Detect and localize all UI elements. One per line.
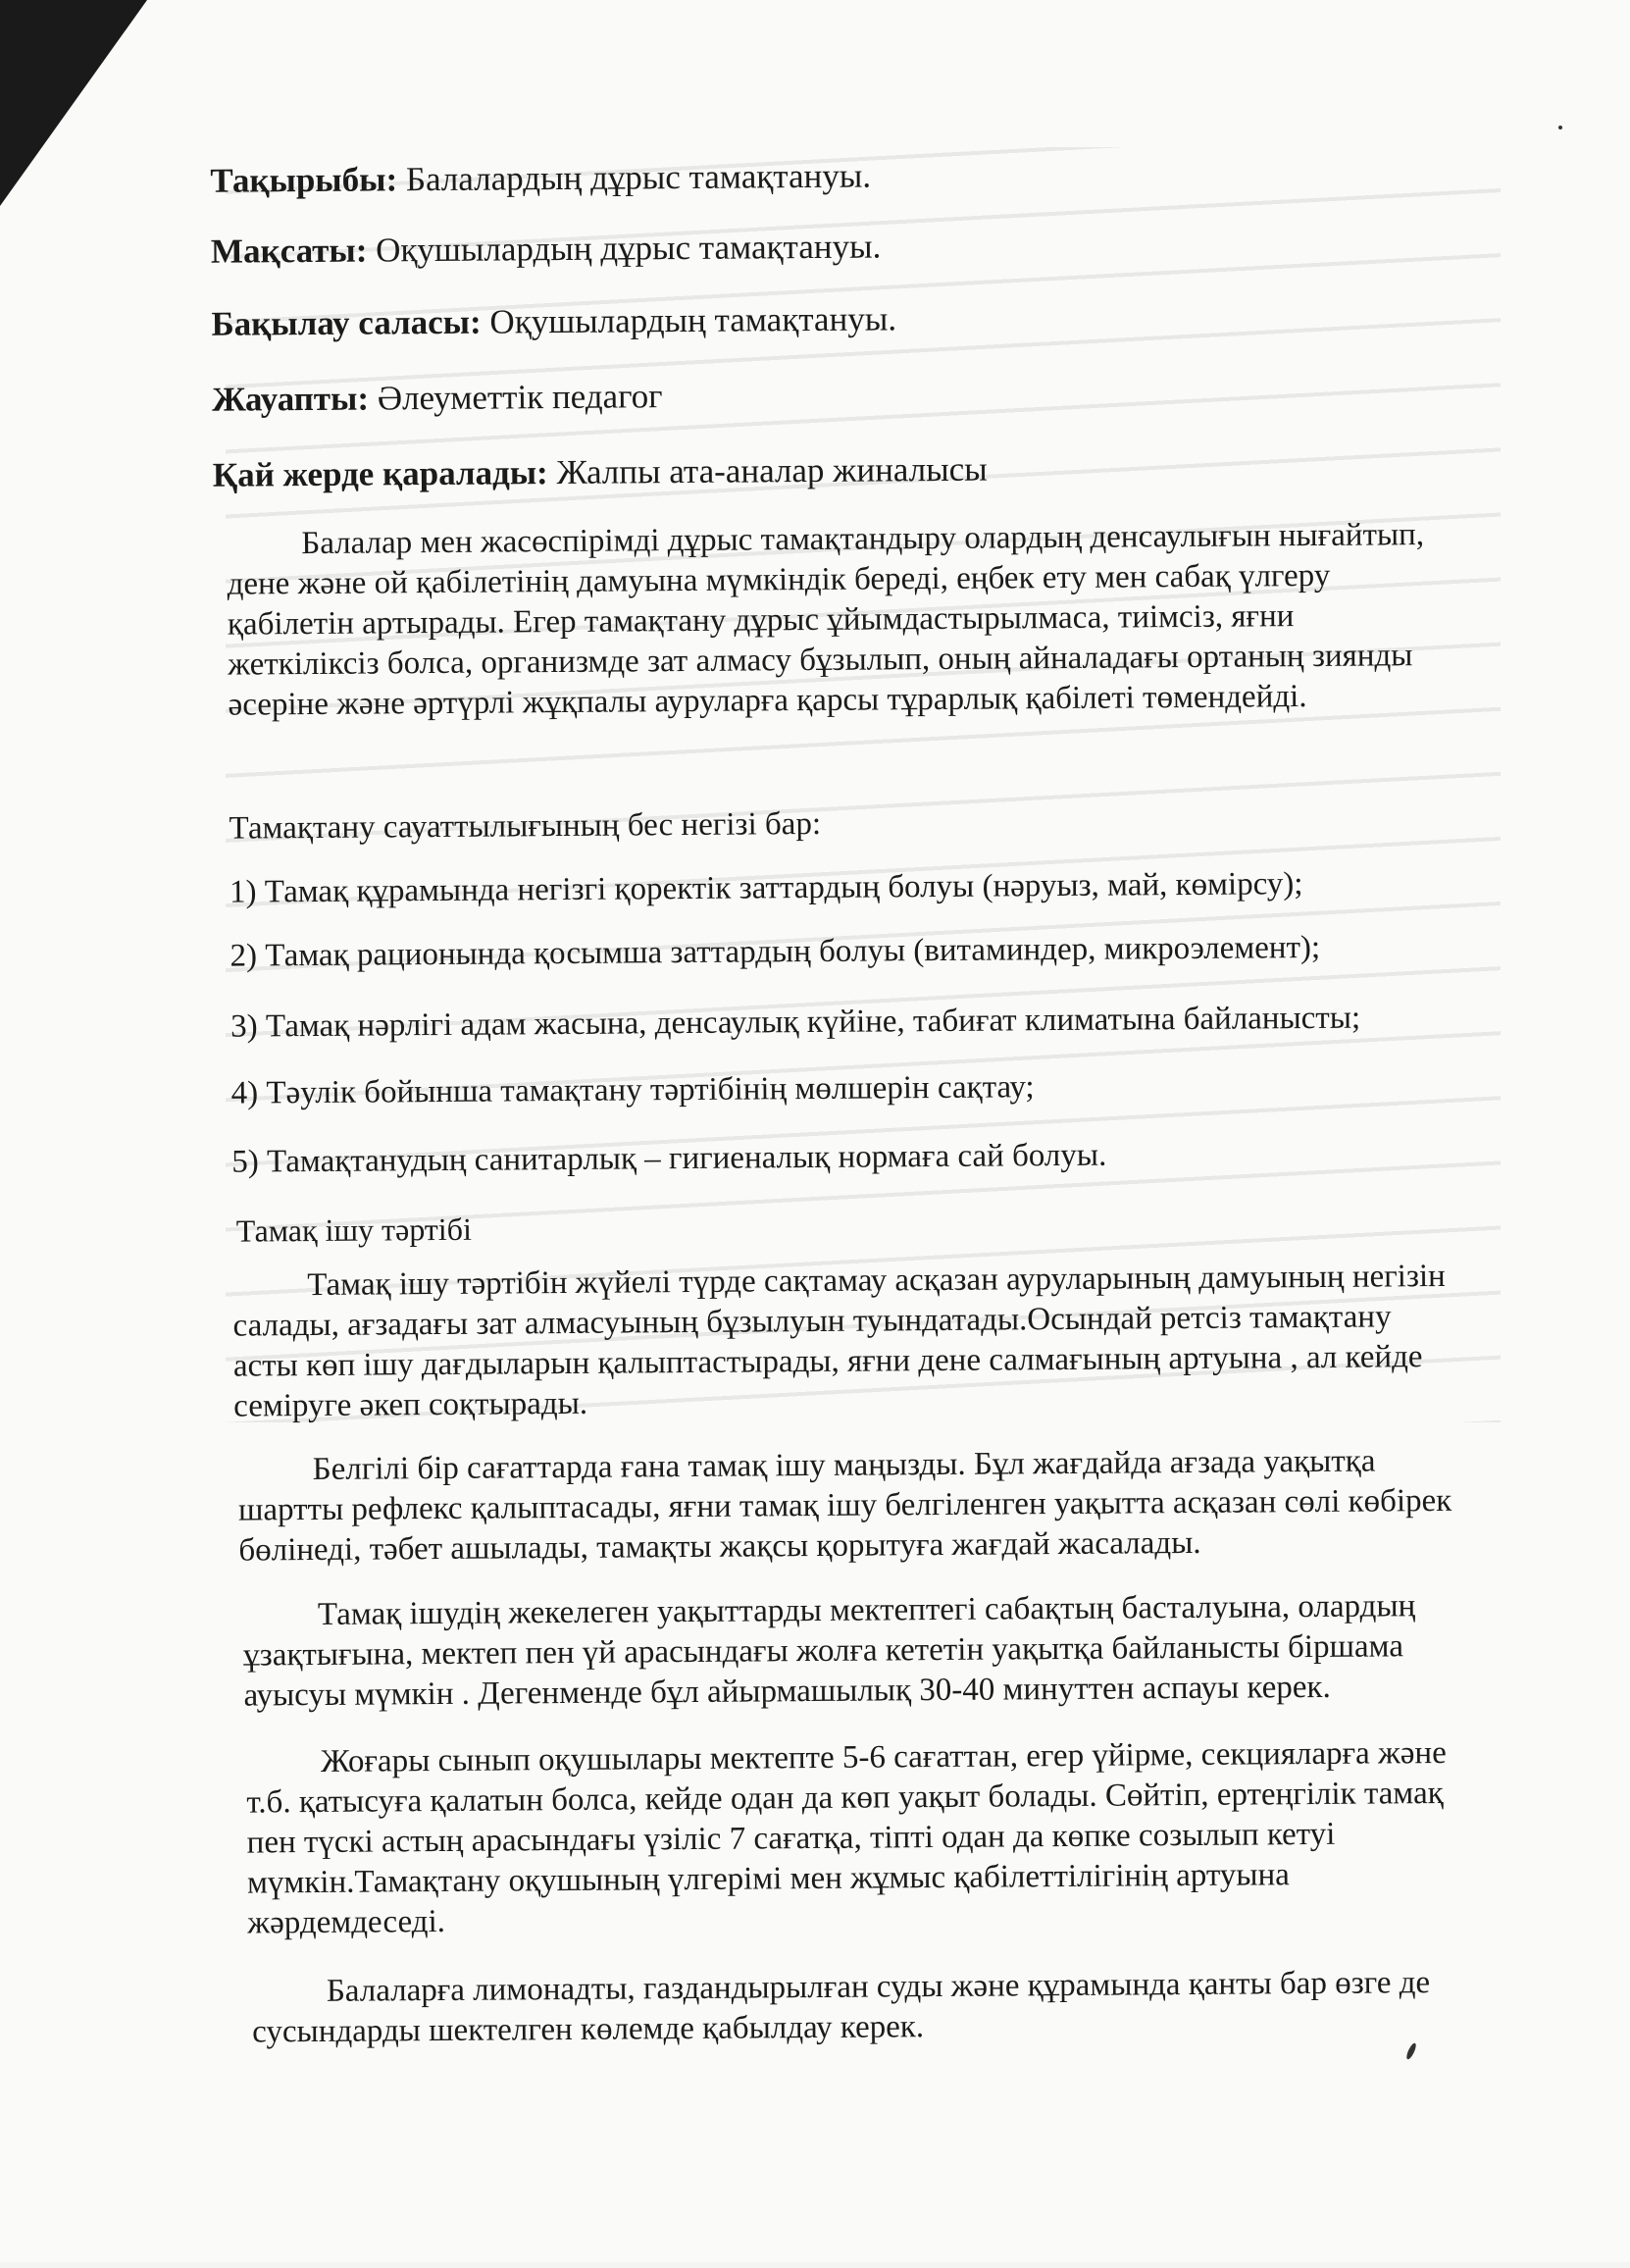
paragraph-schedule: Тамақ ішудің жекелеген уақыттарды мектептегі сабақтың басталуына, олардың ұзақтығына, мектеп пен үй арасындағы жолға кететін уақытқа байланысты біршама ауысуы мүмкін . Дегенменде бұл айырмашылық 30-40 минуттен аспауы керек.	[243, 1588, 1416, 1714]
list-item: 3) Тамақ нәрлігі адам жасына, денсаулық күйіне, табиғат климатына байланысты;	[230, 1000, 1361, 1045]
responsible-label: Жауапты:	[211, 379, 370, 419]
where-line	[213, 450, 988, 495]
list-item: 1) Тамақ құрамында негізгі қоректік заттардың болуы (нәруыз, май, көмірсу);	[229, 866, 1303, 910]
goal-label: Мақсаты:	[210, 231, 368, 271]
topic-value: Балалардың дұрыс тамақтануы.	[396, 156, 872, 199]
list-item: 4) Тәулік бойынша тамақтану тәртібінің мөлшерін сақтау;	[230, 1069, 1035, 1111]
where-value: Жалпы ата-аналар жиналысы	[547, 449, 988, 492]
area-label: Бақылау саласы:	[211, 302, 482, 343]
ink-speck	[1558, 126, 1562, 129]
topic-line	[210, 157, 871, 201]
responsible-value: Әлеуметтік педагог	[368, 377, 663, 418]
goal-value: Оқушылардың дұрыс тамақтануы.	[367, 227, 882, 270]
area-line	[211, 299, 896, 343]
intro-paragraph: Балалар мен жасөспірімді дұрыс тамақтандыру олардың денсаулығын нығайтып, дене және ой қабілетінің дамуына мүмкіндік береді, еңбек ету мен сабақ үлгеру қабілетін артырады. Егер тамақтану дұрыс ұйымдастырылмаса, тиімсіз, яғни жеткіліксіз болса, организмде зат алмасу бұзылып, оның айналадағы ортаның зиянды әсеріне және әртүрлі жұқпалы ауруларға қарсы тұрарлық қабілеті төмендейді.	[227, 517, 1425, 723]
where-label: Қай жерде қаралады:	[212, 453, 548, 494]
area-value: Оқушылардың тамақтануы.	[481, 299, 897, 341]
responsible-line	[212, 377, 663, 420]
section-title: Тамақ ішу тәртібі	[235, 1211, 473, 1249]
paragraph-seniors: Жоғары сынып оқушылары мектепте 5-6 сағаттан, егер үйірме, секцияларға және т.б. қатысуға қалатын болса, кейде одан да көп уақыт болады. Сөйтіп, ертеңгілік тамақ пен түскі астың арасындағы үзіліс 7 сағатқа, тіпті одан да көпке созылып кетуі мүмкін.Тамақтану оқушының үлгерімі мен жұмыс қабілеттілігінің артуына жәрдемдеседі.	[246, 1734, 1447, 1941]
paragraph-regime: Тамақ ішу тәртібін жүйелі түрде сақтамау асқазан ауруларының дамуының негізін салады, ағзадағы зат алмасуының бұзылуын туындатады.Осындай ретсіз тамақтану асты көп ішу дағдыларын қалыптастырады, яғни дене салмағының артуына , ал кейде семіруге әкеп соқтырады.	[232, 1258, 1446, 1424]
topic-label: Тақырыбы:	[210, 160, 398, 200]
list-item: 2) Тамақ рационында қосымша заттардың болуы (витаминдер, микроэлемент);	[229, 929, 1321, 974]
list-heading: Тамақтану сауаттылығының бес негізі бар:	[229, 805, 822, 847]
paragraph-reflex: Белгілі бір сағаттарда ғана тамақ ішу маңызды. Бұл жағдайда ағзада уақытқа шартты рефлекс қалыптасады, яғни тамақ ішу белгіленген уақытта асқазан сөлі көбірек бөлінеді, тәбет ашылады, тамақты жақсы қорытуға жағдай жасалады.	[237, 1443, 1452, 1569]
list-item: 5) Тамақтанудың санитарлық – гигиеналық нормаға сай болуы.	[231, 1137, 1107, 1180]
paragraph-drinks: Балаларға лимонадты, газдандырылған суды және құрамында қанты бар өзге де сусындарды шектелген көлемде қабылдау керек.	[252, 1965, 1431, 2050]
goal-line	[211, 227, 882, 271]
